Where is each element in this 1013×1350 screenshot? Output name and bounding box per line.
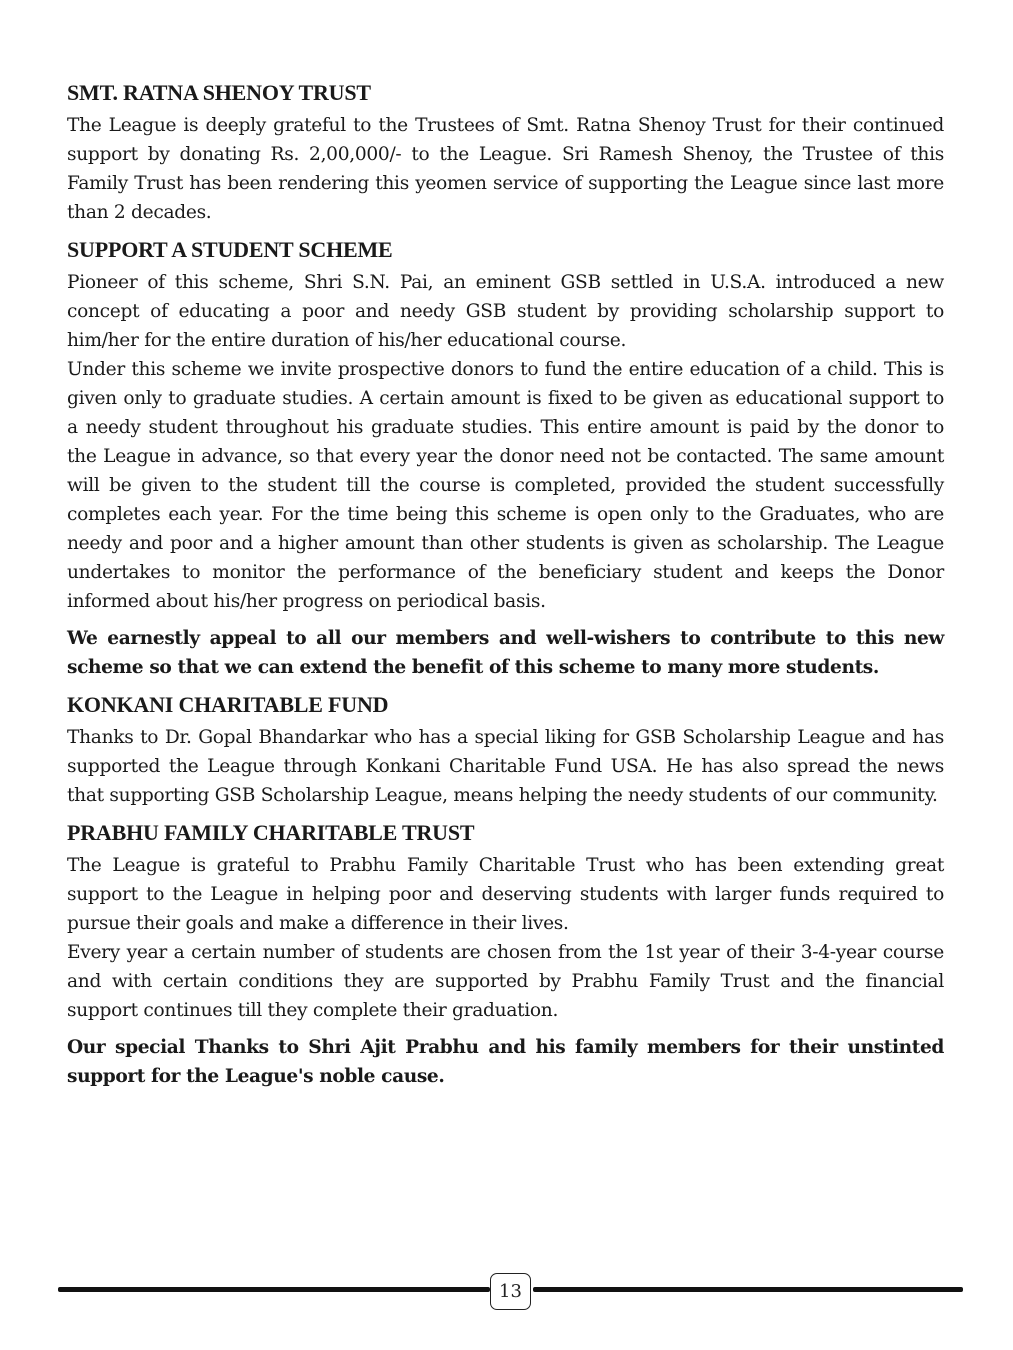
appeal-text: Our special Thanks to Shri Ajit Prabhu and his family members for their unstinted support for the League's noble cause. — [67, 1037, 944, 1087]
section-heading: KONKANI CHARITABLE FUND — [67, 692, 389, 717]
paragraph: Under this scheme we invite prospective donors to fund the entire education of a child. This is given only to graduate studies. A certain amount is fixed to be given as educational support to a needy student throughout his graduate studies. This entire amount is paid by the donor to the League in advance, so that every year the donor need not be contacted. The same amount will be given to the student till the course is completed, provided the student successfully completes each year. For the time being this scheme is open only to the Graduates, who are needy and poor and a higher amount than other students is given as scholarship. The League undertakes to monitor the performance of the beneficiary student and keeps the Donor informed about his/her progress on periodical basis. — [67, 359, 944, 612]
appeal-text: We earnestly appeal to all our members and well-wishers to contribute to this new scheme so that we can extend the benefit of this scheme to many more students. — [67, 628, 944, 678]
footer-rule-left — [58, 1287, 490, 1292]
paragraph: The League is deeply grateful to the Trustees of Smt. Ratna Shenoy Trust for their continued support by donating Rs. 2,00,000/- to the League. Sri Ramesh Shenoy, the Trustee of this Family Trust has been rendering this yeomen service of supporting the League since last more than 2 decades. — [67, 115, 944, 223]
section-konkani-charitable-fund — [67, 690, 944, 810]
document-page — [67, 78, 944, 1091]
section-heading: SMT. RATNA SHENOY TRUST — [67, 80, 371, 105]
footer-rule-right — [533, 1287, 963, 1292]
section-heading: SUPPORT A STUDENT SCHEME — [67, 237, 393, 262]
section-support-a-student-scheme — [67, 235, 944, 682]
section-heading: PRABHU FAMILY CHARITABLE TRUST — [67, 820, 475, 845]
paragraph: Pioneer of this scheme, Shri S.N. Pai, an eminent GSB settled in U.S.A. introduced a new concept of educating a poor and needy GSB student by providing scholarship support to him/her for the entire duration of his/her educational course. — [67, 272, 944, 351]
paragraph: Every year a certain number of students are chosen from the 1st year of their 3-4-year course and with certain conditions they are supported by Prabhu Family Trust and the financial support continues till they complete their graduation. — [67, 942, 944, 1021]
section-ratna-shenoy-trust — [67, 78, 944, 227]
paragraph: The League is grateful to Prabhu Family Charitable Trust who has been extending great support to the League in helping poor and deserving students with larger funds required to pursue their goals and make a difference in their lives. — [67, 855, 944, 934]
section-prabhu-family-charitable-trust — [67, 818, 944, 1091]
paragraph: Thanks to Dr. Gopal Bhandarkar who has a special liking for GSB Scholarship League and has supported the League through Konkani Charitable Fund USA. He has also spread the news that supporting GSB Scholarship League, means helping the needy students of our community. — [67, 727, 944, 806]
page-number: 13 — [490, 1273, 531, 1310]
